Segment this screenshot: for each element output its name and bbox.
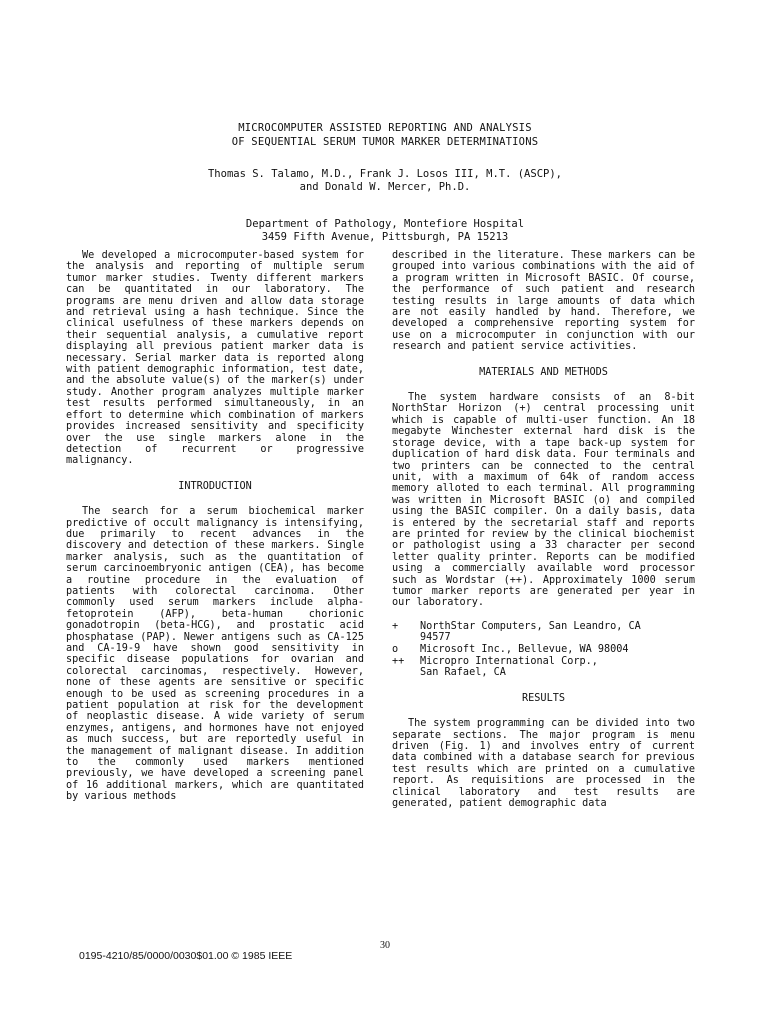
footnote-symbol: o (392, 643, 399, 655)
footnote-symbol: ++ (392, 655, 405, 667)
methods-heading: MATERIALS AND METHODS (479, 366, 608, 378)
author-list: Thomas S. Talamo, M.D., Frank J. Losos III, M.T. (ASCP), and Donald W. Mercer, Ph.D. (207, 168, 562, 193)
footnote-list (392, 621, 695, 679)
footnote-text: NorthStar Computers, San Leandro, CA 94577 (420, 620, 641, 644)
results-heading: RESULTS (522, 692, 565, 704)
footnote-text: Microsoft Inc., Bellevue, WA 98004 (420, 643, 629, 655)
right-column (392, 250, 695, 809)
introduction-paragraph: The search for a serum biochemical marker predictive of occult malignancy is intensifying, due primarily to recent advances in the discovery and detection of these markers. Single marker analysis, such as the quantitation of serum carcinoembryonic antigen (CEA), has become a routine procedure in the evaluation of patients with colorectal carcinoma. Other commonly used serum markers include alpha-fetoprotein (AFP), beta-human chorionic gonadotropin (beta-HCG), and prostatic acid phosphatase (PAP). Newer antigens such as CA-125 and CA-19-9 have shown good sensitivity in specific disease populations for ovarian and colorectal carcinomas, respectively. However, none of these agents are sensitive or specific enough to be used as screening procedures in a patient population at risk for the development of neoplastic disease. A wide variety of serum enzymes, antigens, and hormones have not enjoyed as much success, but are reportedly useful in the management of malignant disease. In addition to the commonly used markers mentioned previously, we have developed a screening panel of 16 additional markers, which are quantitated by various methods (66, 506, 364, 803)
footnote-item (392, 656, 695, 679)
footnote-symbol: + (392, 620, 399, 632)
paper-title: MICROCOMPUTER ASSISTED REPORTING AND ANALYSIS OF SEQUENTIAL SERUM TUMOR MARKER DETERMINATIONS (231, 122, 539, 148)
footnote-item (392, 621, 695, 644)
footnote-text: Micropro International Corp., San Rafael, CA (420, 655, 598, 679)
results-paragraph: The system programming can be divided into two separate sections. The major program is menu driven (Fig. 1) and involves entry of current data combined with a database search for previous test results which are printed on a cumulative report. As requisitions are processed in the clinical laboratory and test results are generated, patient demographic data (392, 718, 695, 809)
page-number: 30 (380, 940, 390, 951)
introduction-heading: INTRODUCTION (178, 480, 252, 492)
affiliation: Department of Pathology, Montefiore Hospital 3459 Fifth Avenue, Pittsburgh, PA 15213 (245, 218, 525, 243)
footnote-item (392, 644, 695, 656)
abstract-paragraph: We developed a microcomputer-based system for the analysis and reporting of multiple serum tumor marker studies. Twenty different markers can be quantitated in our laboratory. The programs are menu driven and allow data storage and retrieval using a hash technique. Since the clinical usefulness of these markers depends on their sequential analysis, a cumulative report displaying all previous patient marker data is necessary. Serial marker data is reported along with patient demographic information, test date, and the absolute value(s) of the marker(s) under study. Another program analyzes multiple marker test results performed simultaneously, in an effort to determine which combination of markers provides increased sensitivity and specificity over the use single markers alone in the detection of recurrent or progressive malignancy. (66, 250, 364, 467)
left-column (66, 250, 364, 803)
methods-paragraph: The system hardware consists of an 8-bit NorthStar Horizon (+) central processing unit which is capable of multi-user function. An 18 megabyte Winchester external hard disk is the storage device, with a tape back-up system for duplication of hard disk data. Four terminals and two printers can be connected to the central unit, with a maximum of 64k of random access memory alloted to each terminal. All programming was written in Microsoft BASIC (o) and compiled using the BASIC compiler. On a daily basis, data is entered by the secretarial staff and reports are printed for review by the clinical biochemist or pathologist using a 33 character per second letter quality printer. Reports can be modified using a commercially available word processor such as Wordstar (++). Approximately 1000 serum tumor marker reports are generated per year in our laboratory. (392, 392, 695, 609)
introduction-continued-paragraph: described in the literature. These markers can be grouped into various combinations with the aid of a program written in Microsoft BASIC. Of course, the performance of such patient and research testing results in large amounts of data which are not easily handled by hand. Therefore, we developed a comprehensive reporting system for use on a microcomputer in conjunction with our research and patient service activities. (392, 250, 695, 353)
copyright-line: 0195-4210/85/0000/0030$01.00 © 1985 IEEE (79, 950, 293, 962)
